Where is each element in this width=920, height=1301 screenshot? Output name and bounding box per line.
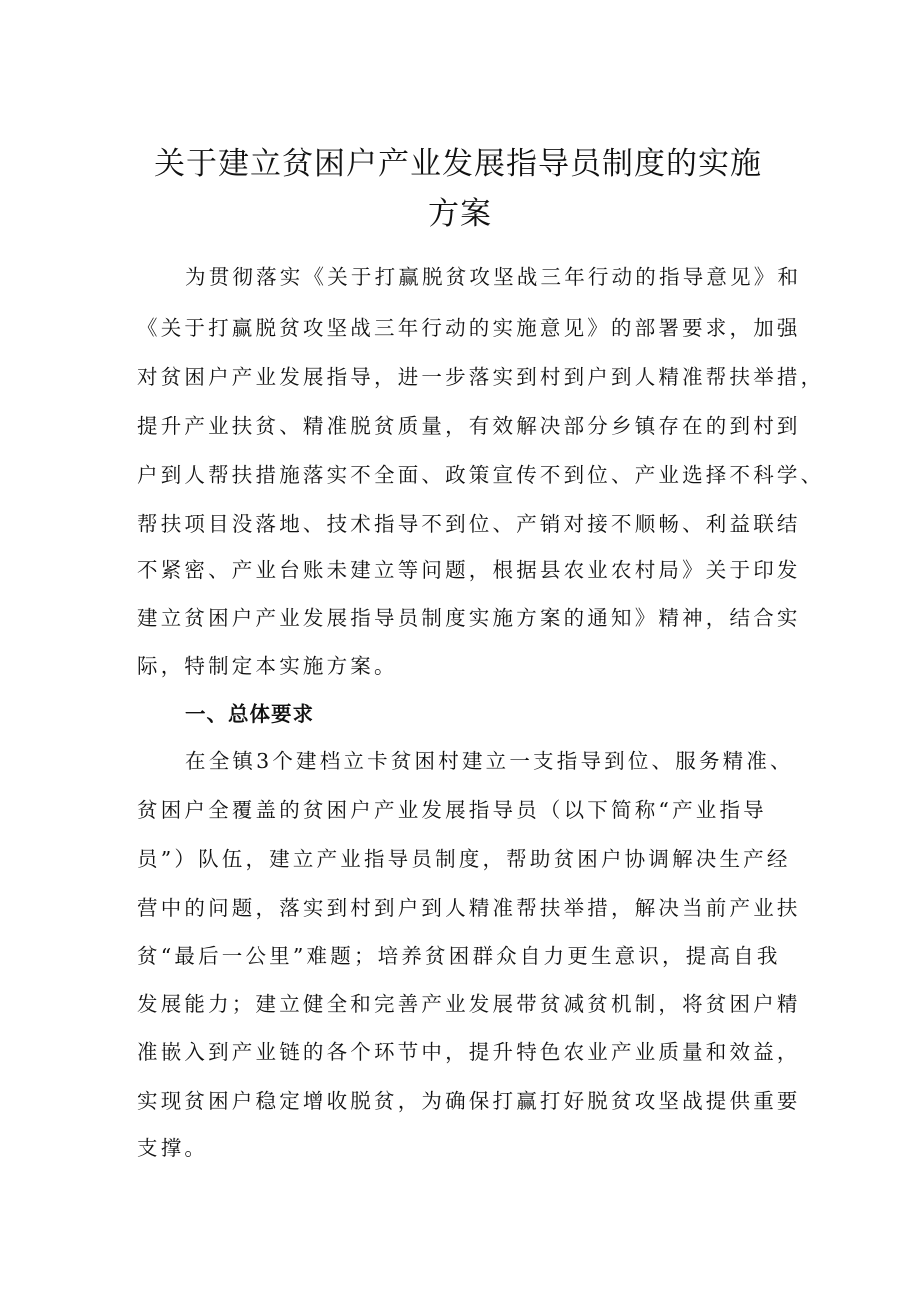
paragraph-2-line: 营中的问题，落实到村到户到人精准帮扶举措，解决当前产业扶 bbox=[137, 896, 801, 920]
paragraph-1-line: 帮扶项目没落地、技术指导不到位、产销对接不顺畅、利益联结 bbox=[137, 512, 801, 536]
paragraph-1-line: 不紧密、产业台账未建立等问题，根据县农业农村局》关于印发 bbox=[137, 558, 801, 582]
paragraph-1-line: 对贫困户产业发展指导，进一步落实到村到户到人精准帮扶举措， bbox=[137, 365, 825, 389]
section-heading: 一、总体要求 bbox=[185, 702, 314, 726]
paragraph-1-line: 提升产业扶贫、精准脱贫质量，有效解决部分乡镇存在的到村到 bbox=[137, 414, 801, 438]
paragraph-2-line: 贫困户全覆盖的贫困户产业发展指导员（以下简称“产业指导 bbox=[137, 798, 767, 822]
paragraph-1-line: 建立贫困户产业发展指导员制度实施方案的通知》精神，结合实 bbox=[137, 606, 801, 630]
paragraph-2-line: 在全镇3个建档立卡贫困村建立一支指导到位、服务精准、 bbox=[185, 749, 794, 773]
paragraph-1-line: 际，特制定本实施方案。 bbox=[137, 654, 398, 678]
paragraph-2-line: 贫“最后一公里”难题；培养贫困群众自力更生意识，提高自我 bbox=[137, 944, 781, 968]
paragraph-1-line: 户到人帮扶措施落实不全面、政策宣传不到位、产业选择不科学、 bbox=[137, 463, 825, 487]
paragraph-2-line: 支撑。 bbox=[137, 1136, 209, 1160]
paragraph-1-line: 为贯彻落实《关于打赢脱贫攻坚战三年行动的指导意见》和 bbox=[185, 265, 802, 289]
document-title-line-2: 方案 bbox=[428, 196, 492, 232]
paragraph-2-line: 实现贫困户稳定增收脱贫，为确保打赢打好脱贫攻坚战提供重要 bbox=[137, 1089, 801, 1113]
paragraph-2-line: 准嵌入到产业链的各个环节中，提升特色农业产业质量和效益， bbox=[137, 1040, 801, 1064]
paragraph-1-line: 《关于打赢脱贫攻坚战三年行动的实施意见》的部署要求，加强 bbox=[137, 316, 801, 340]
paragraph-2-line: 发展能力；建立健全和完善产业发展带贫减贫机制，将贫困户精 bbox=[137, 992, 801, 1016]
document-title-line-1: 关于建立贫困户产业发展指导员制度的实施 bbox=[154, 146, 762, 182]
paragraph-2-line: 员”）队伍，建立产业指导员制度，帮助贫困户协调解决生产经 bbox=[137, 847, 791, 871]
